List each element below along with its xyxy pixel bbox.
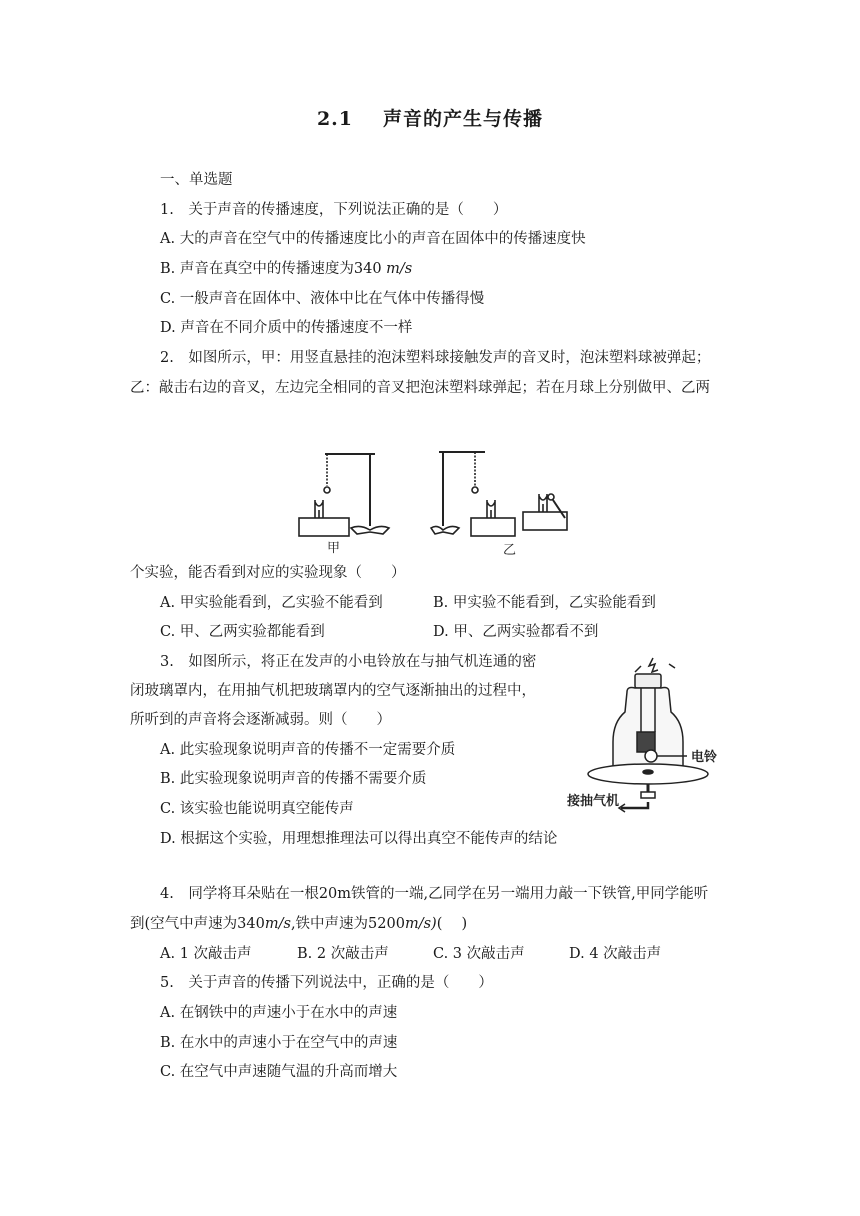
q1-option-d: D. 声音在不同介质中的传播速度不一样	[160, 320, 413, 336]
q2-option-c: C. 甲、乙两实验都能看到	[160, 624, 325, 640]
pump-label: 接抽气机	[567, 794, 620, 809]
tuning-fork-yi-left	[487, 500, 495, 518]
q4-option-a: A. 1 次敲击声	[160, 946, 252, 962]
q4-air-speed-unit: m/s	[264, 916, 291, 932]
q4-option-d: D. 4 次敲击声	[569, 946, 662, 962]
title-text: 声音的产生与传播	[383, 108, 544, 130]
bell-label: 电铃	[691, 750, 718, 765]
q1-option-c: C. 一般声音在固体中、液体中比在气体中传播得慢	[160, 291, 485, 307]
q4-stem-line2	[130, 914, 467, 934]
q3-stem-line2: 闭玻璃罩内，在用抽气机把玻璃罩内的空气逐渐抽出的过程中，	[130, 683, 536, 699]
q1-speed-number: 340	[353, 261, 382, 277]
base-block-yi-right	[523, 512, 567, 530]
q2-option-b: B. 甲实验不能看到，乙实验能看到	[433, 595, 656, 611]
q4-option-c: C. 3 次敲击声	[433, 946, 525, 962]
q3-stem-line1: 3. 如图所示，将正在发声的小电铃放在与抽气机连通的密	[160, 654, 537, 670]
pump-valve	[641, 792, 655, 798]
q3-option-c: C. 该实验也能说明真空能传声	[160, 801, 354, 817]
electric-bell-body	[637, 732, 655, 752]
q2-option-d: D. 甲、乙两实验都看不到	[433, 624, 599, 640]
foam-ball-yi	[472, 487, 478, 493]
q1-speed-unit: m/s	[386, 261, 413, 277]
q4-stem-suffix: ( )	[436, 916, 468, 932]
figure-label-jia: 甲	[327, 541, 341, 556]
pump-pipe	[621, 802, 648, 808]
sound-spark-icon	[649, 658, 658, 672]
q3-option-b: B. 此实验现象说明声音的传播不需要介质	[160, 771, 427, 787]
tuning-fork-jia	[315, 500, 323, 518]
bell-jar-figure	[565, 652, 735, 818]
q4-iron-speed-number: 5200	[368, 916, 405, 932]
q5-option-a: A. 在钢铁中的声速小于在水中的声速	[160, 1005, 398, 1021]
q2-stem-line1: 2. 如图所示，甲：用竖直悬挂的泡沫塑料球接触发声的音叉时，泡沫塑料球被弹起；	[160, 350, 711, 366]
q4-iron-speed-unit: m/s)	[404, 916, 437, 932]
q2-option-a: A. 甲实验能看到，乙实验不能看到	[160, 595, 383, 611]
title-number: 2.1	[316, 108, 354, 130]
q4-stem-mid: ,铁中声速为	[290, 916, 369, 932]
q4-air-speed-number: 340	[237, 916, 265, 932]
q4-option-b: B. 2 次敲击声	[297, 946, 389, 962]
q4-stem-line1: 4. 同学将耳朵贴在一根20m铁管的一端,乙同学在另一端用力敲一下铁管,甲同学能听	[160, 886, 709, 902]
q1-option-a: A. 大的声音在空气中的传播速度比小的声音在固体中的传播速度快	[160, 231, 586, 247]
jar-stopper	[635, 674, 661, 688]
q3-option-d: D. 根据这个实验，用理想推理法可以得出真空不能传声的结论	[160, 831, 558, 847]
foam-ball-jia	[324, 487, 330, 493]
plate-hole	[643, 770, 653, 774]
section-heading: 一、单选题	[160, 172, 233, 188]
q1-stem: 1. 关于声音的传播速度，下列说法正确的是（ ）	[160, 202, 508, 218]
striker-head-yi	[548, 494, 554, 500]
base-block-yi-left	[471, 518, 515, 536]
stand-foot-jia	[351, 526, 389, 534]
q1-option-b	[160, 259, 412, 279]
q5-option-c: C. 在空气中声速随气温的升高而增大	[160, 1064, 398, 1080]
stand-foot-yi	[431, 526, 459, 534]
base-block-jia	[299, 518, 349, 536]
page-title	[0, 104, 860, 131]
tuning-fork-figure	[285, 440, 585, 560]
q5-option-b: B. 在水中的声速小于在空气中的声速	[160, 1035, 398, 1051]
electric-bell-gong	[645, 750, 657, 762]
q2-stem-line2: 乙：敲击右边的音叉，左边完全相同的音叉把泡沫塑料球弹起；若在月球上分别做甲、乙两	[130, 380, 710, 396]
q1-option-b-prefix: B. 声音在真空中的传播速度为	[160, 261, 354, 277]
q3-stem-line3: 所听到的声音将会逐渐减弱。则（ ）	[130, 712, 391, 728]
q4-stem-prefix: 到(空气中声速为	[130, 916, 238, 932]
tuning-fork-yi-right	[539, 494, 547, 512]
q2-stem-line3: 个实验，能否看到对应的实验现象（ ）	[130, 565, 406, 581]
q3-option-a: A. 此实验现象说明声音的传播不一定需要介质	[160, 742, 456, 758]
q5-stem: 5. 关于声音的传播下列说法中，正确的是（ ）	[160, 975, 493, 991]
figure-label-yi: 乙	[503, 543, 517, 558]
